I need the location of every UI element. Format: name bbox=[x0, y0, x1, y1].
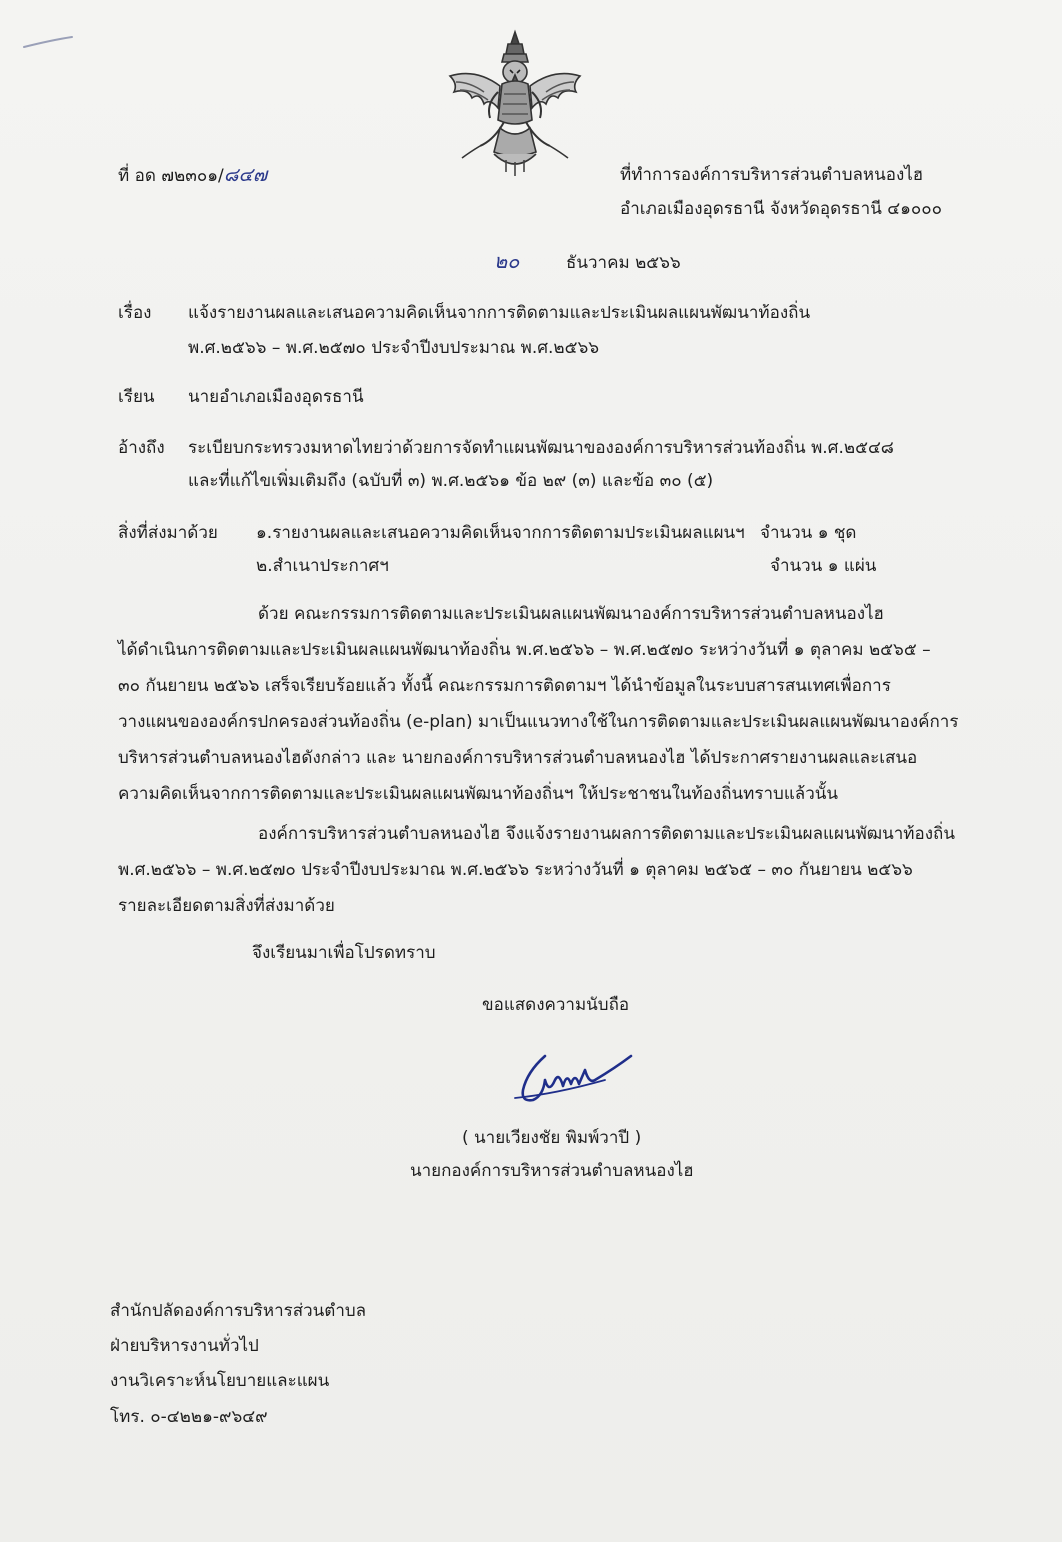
body-p1-line: บริหารส่วนตำบลหนองไฮดังกล่าว และ นายกองค์การบริหารส่วนตำบลหนองไฮ ได้ประกาศรายงานผลและเสนอ bbox=[118, 748, 918, 768]
enclosures-label: สิ่งที่ส่งมาด้วย bbox=[118, 523, 218, 543]
to-value: นายอำเภอเมืองอุดรธานี bbox=[188, 387, 364, 407]
regards: ขอแสดงความนับถือ bbox=[482, 995, 630, 1015]
ref-line bbox=[118, 164, 267, 187]
pen-mark-icon bbox=[22, 34, 74, 50]
body-paragraph-2 bbox=[118, 816, 998, 924]
footer-phone: โทร. ๐-๔๒๒๑-๙๖๔๙ bbox=[110, 1407, 268, 1427]
reference-line2: และที่แก้ไขเพิ่มเติมถึง (ฉบับที่ ๓) พ.ศ.๒๕๖๑ ข้อ ๒๙ (๓) และข้อ ๓๐ (๕) bbox=[188, 471, 714, 491]
enclosure-item-2: ๒.สำเนาประกาศฯ bbox=[256, 556, 389, 576]
to-label: เรียน bbox=[118, 387, 155, 407]
date-month-year: ธันวาคม ๒๕๖๖ bbox=[566, 253, 681, 273]
handwritten-signature-icon bbox=[505, 1050, 640, 1110]
reference-line1: ระเบียบกระทรวงมหาดไทยว่าด้วยการจัดทำแผนพัฒนาขององค์การบริหารส่วนท้องถิ่น พ.ศ.๒๕๔๘ bbox=[188, 438, 894, 458]
office-line2: อำเภอเมืองอุดรธานี จังหวัดอุดรธานี ๔๑๐๐๐ bbox=[620, 199, 943, 219]
body-paragraph-1 bbox=[118, 596, 998, 812]
enclosure-qty-1: จำนวน ๑ ชุด bbox=[760, 523, 857, 543]
body-p1-line: ด้วย คณะกรรมการติดตามและประเมินผลแผนพัฒนาองค์การบริหารส่วนตำบลหนองไฮ bbox=[258, 604, 884, 624]
signatory-position: นายกองค์การบริหารส่วนตำบลหนองไฮ bbox=[410, 1161, 694, 1181]
footer-line2: ฝ่ายบริหารงานทั่วไป bbox=[110, 1336, 259, 1356]
body-p1-line: ความคิดเห็นจากการติดตามและประเมินผลแผนพัฒนาท้องถิ่นฯ ให้ประชาชนในท้องถิ่นทราบแล้วนั้น bbox=[118, 784, 838, 804]
date-day-handwritten: ๒๐ bbox=[494, 249, 520, 273]
enclosure-item-1: ๑.รายงานผลและเสนอความคิดเห็นจากการติดตามประเมินผลแผนฯ bbox=[256, 523, 745, 543]
signatory-name: ( นายเวียงชัย พิมพ์วาปี ) bbox=[462, 1128, 642, 1148]
body-p2-line: พ.ศ.๒๕๖๖ – พ.ศ.๒๕๗๐ ประจำปีงบประมาณ พ.ศ.๒๕๖๖ ระหว่างวันที่ ๑ ตุลาคม ๒๕๖๕ – ๓๐ กันยายน ๒๕๖๖ bbox=[118, 860, 913, 880]
footer-line1: สำนักปลัดองค์การบริหารส่วนตำบล bbox=[110, 1301, 367, 1321]
body-p2-line: องค์การบริหารส่วนตำบลหนองไฮ จึงแจ้งรายงานผลการติดตามและประเมินผลแผนพัฒนาท้องถิ่น bbox=[258, 824, 955, 844]
subject-line2: พ.ศ.๒๕๖๖ – พ.ศ.๒๕๗๐ ประจำปีงบประมาณ พ.ศ.๒๕๖๖ bbox=[188, 338, 600, 358]
garuda-emblem-icon bbox=[440, 28, 590, 178]
ref-prefix: ที่ อด ๗๒๓๐๑/ bbox=[118, 166, 224, 186]
reference-label: อ้างถึง bbox=[118, 438, 165, 458]
body-p1-line: ๓๐ กันยายน ๒๕๖๖ เสร็จเรียบร้อยแล้ว ทั้งนี้ คณะกรรมการติดตามฯ ได้นำข้อมูลในระบบสารสนเทศเพื่อการ bbox=[118, 676, 891, 696]
footer-line3: งานวิเคราะห์นโยบายและแผน bbox=[110, 1371, 330, 1391]
body-p2-line: รายละเอียดตามสิ่งที่ส่งมาด้วย bbox=[118, 896, 335, 916]
office-line1: ที่ทำการองค์การบริหารส่วนตำบลหนองไฮ bbox=[620, 165, 924, 185]
body-p1-line: ได้ดำเนินการติดตามและประเมินผลแผนพัฒนาท้องถิ่น พ.ศ.๒๕๖๖ – พ.ศ.๒๕๗๐ ระหว่างวันที่ ๑ ตุลาคม ๒๕๖๕ – bbox=[118, 640, 931, 660]
ref-number-handwritten: ๘๔๗ bbox=[223, 164, 268, 186]
enclosure-qty-2: จำนวน ๑ แผ่น bbox=[770, 556, 877, 576]
closing-request: จึงเรียนมาเพื่อโปรดทราบ bbox=[252, 943, 436, 963]
subject-line1: แจ้งรายงานผลและเสนอความคิดเห็นจากการติดตามและประเมินผลแผนพัฒนาท้องถิ่น bbox=[188, 303, 811, 323]
subject-label: เรื่อง bbox=[118, 303, 152, 323]
body-p1-line: วางแผนขององค์กรปกครองส่วนท้องถิ่น (e-plan) มาเป็นแนวทางใช้ในการติดตามและประเมินผลแผนพัฒนาองค์การ bbox=[118, 712, 959, 732]
